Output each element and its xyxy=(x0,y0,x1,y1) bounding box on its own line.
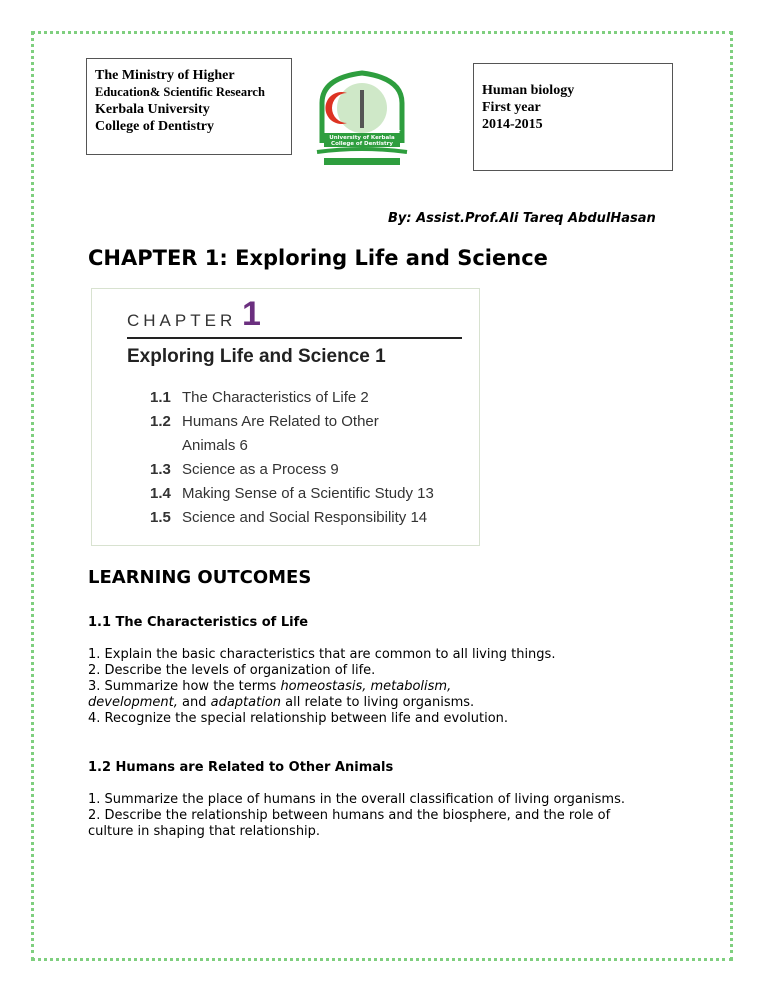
learning-outcomes-heading: LEARNING OUTCOMES xyxy=(88,567,312,588)
toc-item: 1.2 Humans Are Related to Other xyxy=(150,413,379,430)
institution-box xyxy=(86,58,292,155)
toc-item-continued: Animals 6 xyxy=(182,437,248,454)
toc-item: 1.1 The Characteristics of Life 2 xyxy=(150,389,369,406)
toc-item: 1.5 Science and Social Responsibility 14 xyxy=(150,509,428,526)
toc-item: 1.4 Making Sense of a Scientific Study 13 xyxy=(150,485,434,502)
course-name: Human biology xyxy=(482,83,575,98)
svg-text:1432: 1432 xyxy=(326,126,343,133)
author: By: Assist.Prof.Ali Tareq AbdulHasan xyxy=(388,211,656,226)
toc-rule xyxy=(127,337,462,339)
toc-chapter-number: 1 xyxy=(242,295,261,333)
section-heading: 1.1 The Characteristics of Life xyxy=(88,615,309,630)
section-1-2 xyxy=(88,760,648,840)
academic-year: 2014-2015 xyxy=(482,117,543,132)
outcome: 1. Explain the basic characteristics that are common to all living things. xyxy=(88,647,556,662)
outcome: 3. Summarize how the terms homeostasis, metabolism, development, and adaptation all relate to living organisms. xyxy=(88,679,475,710)
section-1-1 xyxy=(88,615,708,727)
outcome: 2. Describe the levels of organization of life. xyxy=(88,663,376,678)
toc-title: Exploring Life and Science 1 xyxy=(127,346,386,367)
ministry-line: The Ministry of Higher xyxy=(95,68,235,83)
toc-chapter-word: CHAPTER xyxy=(127,311,237,330)
outcome: 4. Recognize the special relationship between life and evolution. xyxy=(88,711,509,726)
university-logo xyxy=(312,68,412,168)
college-name: College of Dentistry xyxy=(95,119,214,134)
svg-text:2011: 2011 xyxy=(384,126,401,133)
university-name: Kerbala University xyxy=(95,102,210,117)
ministry-line-2: Education& Scientific Research xyxy=(95,85,265,99)
svg-text:University of Kerbala: University of Kerbala xyxy=(329,135,395,141)
outcome: 1. Summarize the place of humans in the overall classification of living organisms. xyxy=(88,792,625,807)
chapter-title: CHAPTER 1: Exploring Life and Science xyxy=(88,246,548,270)
toc-item: 1.3 Science as a Process 9 xyxy=(150,461,339,478)
course-box xyxy=(473,63,673,171)
course-year: First year xyxy=(482,100,541,115)
section-heading: 1.2 Humans are Related to Other Animals xyxy=(88,760,394,775)
outcome: 2. Describe the relationship between humans and the biosphere, and the role of culture in shaping that relationship. xyxy=(88,808,611,839)
svg-text:College of Dentistry: College of Dentistry xyxy=(331,141,393,147)
table-of-contents-image xyxy=(91,288,480,546)
